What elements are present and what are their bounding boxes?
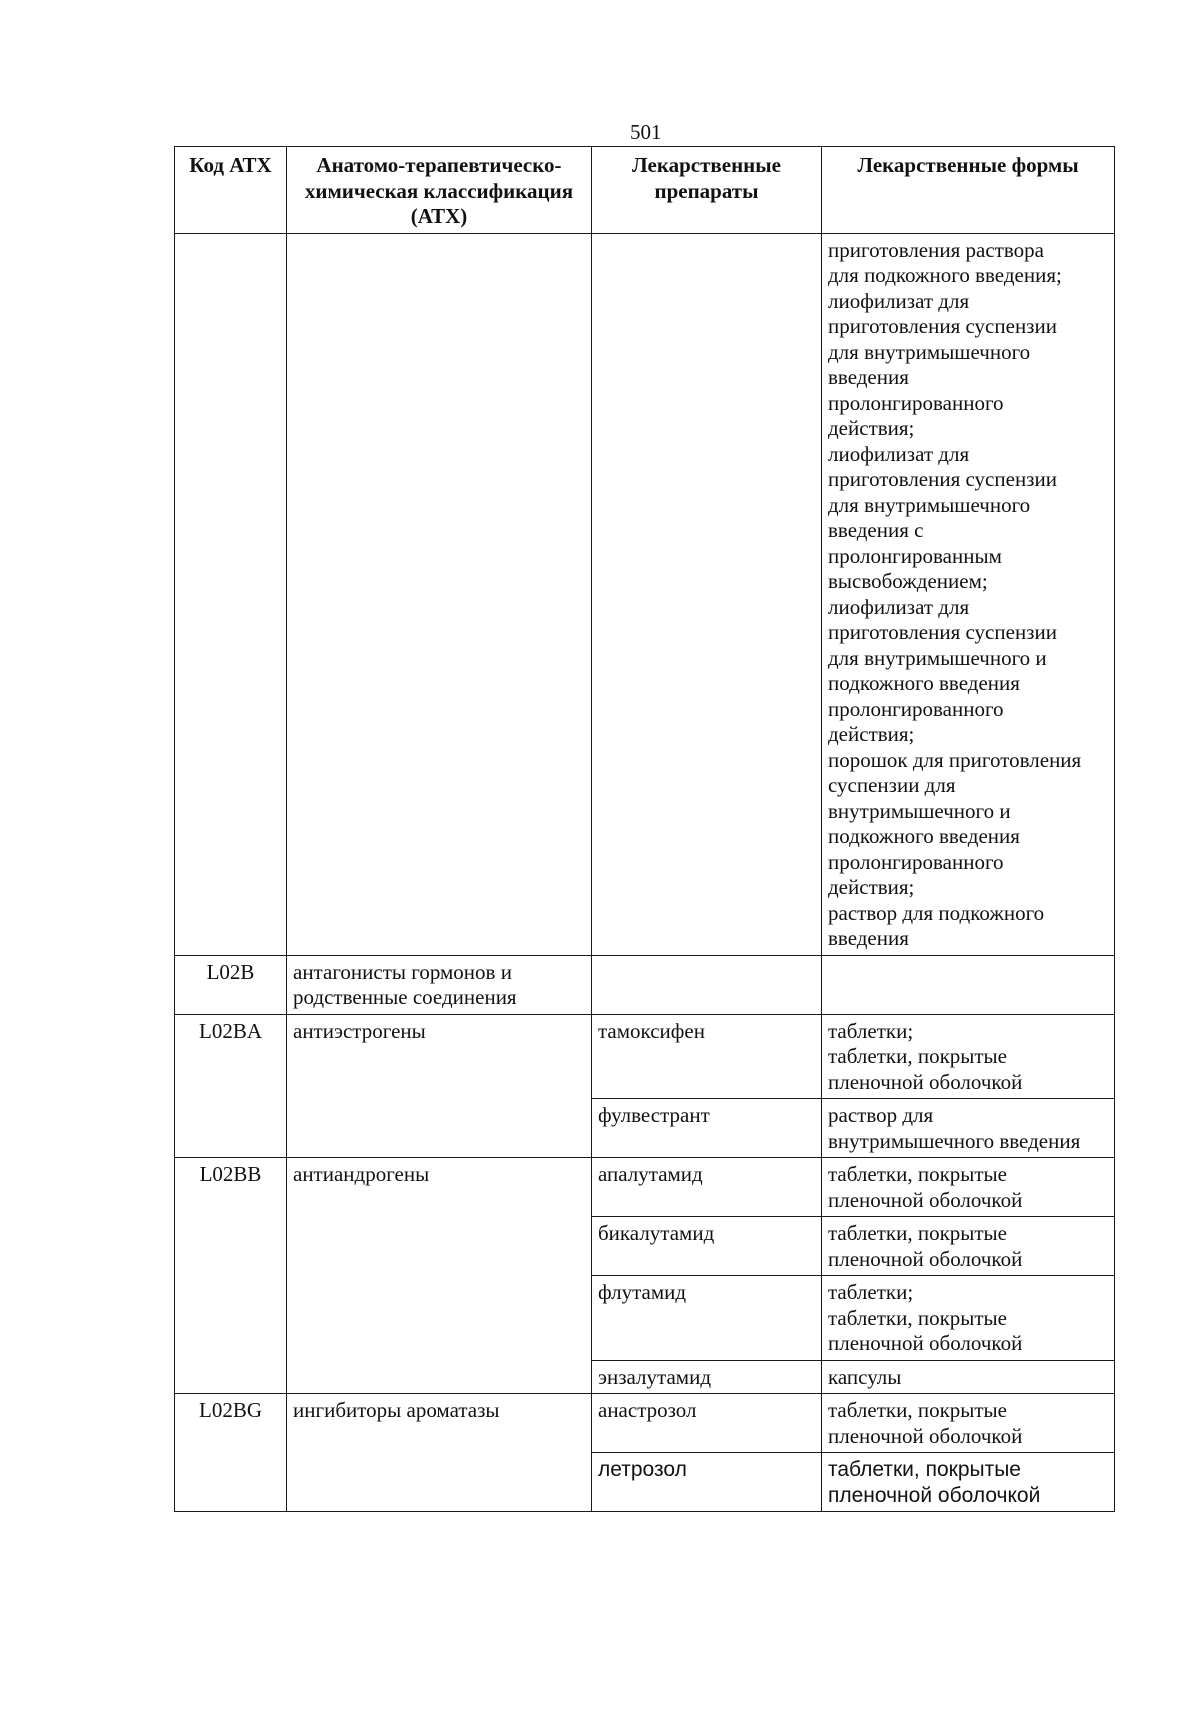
table-header-row	[175, 147, 1115, 234]
page-number: 501	[630, 120, 662, 144]
forms-line: действия;	[828, 722, 915, 746]
cell-forms	[822, 1217, 1115, 1276]
forms-line: внутримышечного и	[828, 798, 1011, 823]
table-row-l02bb	[175, 1158, 1115, 1217]
forms-line: введения	[828, 926, 909, 950]
cell-forms	[822, 1360, 1115, 1394]
header-atx: Анатомо-терапевтическо-химическая классификация (АТХ)	[287, 147, 592, 234]
forms-line: действия;	[828, 416, 915, 440]
cell-drug: бикалутамид	[592, 1217, 822, 1276]
forms-line: пленочной оболочкой	[828, 1246, 1023, 1271]
forms-line: введения	[828, 365, 909, 389]
forms-line: пролонгированного	[828, 849, 1004, 874]
cell-empty	[287, 233, 592, 955]
forms-line: капсулы	[828, 1364, 902, 1389]
forms-line: приготовления суспензии	[828, 467, 1057, 491]
forms-line: таблетки, покрытые	[828, 1221, 1007, 1245]
table-row-l02bg	[175, 1394, 1115, 1453]
table-row-continuation	[175, 233, 1115, 955]
forms-line: внутримышечного введения	[828, 1128, 1081, 1153]
forms-line: пролонгированного	[828, 696, 1004, 721]
forms-line: для подкожного введения;	[828, 263, 1062, 287]
forms-line: приготовления раствора	[828, 237, 1044, 262]
cell-drug: тамоксифен	[592, 1014, 822, 1099]
cell-forms	[822, 1158, 1115, 1217]
atx-table	[174, 146, 1115, 1512]
cell-forms	[822, 1099, 1115, 1158]
forms-line: подкожного введения	[828, 824, 1020, 848]
forms-line: суспензии для	[828, 773, 956, 797]
cell-forms	[822, 1453, 1115, 1512]
cell-code: L02B	[175, 955, 287, 1014]
cell-atx-name: антиандрогены	[287, 1158, 592, 1394]
forms-line: порошок для приготовления	[828, 747, 1082, 772]
cell-atx-name: антагонисты гормонов и родственные соединения	[287, 955, 592, 1014]
forms-line: введения с	[828, 518, 924, 542]
forms-line: раствор для	[828, 1103, 934, 1127]
header-drugs: Лекарственные препараты	[592, 147, 822, 234]
cell-drug: фулвестрант	[592, 1099, 822, 1158]
forms-line: таблетки, покрытые	[828, 1458, 1021, 1481]
forms-line: для внутримышечного	[828, 492, 1031, 517]
table-row-l02b	[175, 955, 1115, 1014]
forms-line: лиофилизат для	[828, 594, 970, 619]
forms-line: пленочной оболочкой	[828, 1187, 1023, 1212]
cell-code: L02BA	[175, 1014, 287, 1158]
cell-forms	[822, 1014, 1115, 1099]
cell-empty	[822, 955, 1115, 1014]
cell-forms	[822, 1276, 1115, 1361]
header-code: Код АТХ	[175, 147, 287, 234]
cell-code: L02BG	[175, 1394, 287, 1512]
cell-atx-name: антиэстрогены	[287, 1014, 592, 1158]
forms-line: раствор для подкожного	[828, 900, 1045, 925]
cell-empty	[592, 955, 822, 1014]
forms-line: пленочной оболочкой	[828, 1331, 1023, 1355]
table-row-l02ba	[175, 1014, 1115, 1099]
cell-drug: флутамид	[592, 1276, 822, 1361]
forms-line: для внутримышечного	[828, 339, 1031, 364]
cell-atx-name: ингибиторы ароматазы	[287, 1394, 592, 1512]
forms-line: лиофилизат для	[828, 441, 970, 466]
header-forms: Лекарственные формы	[822, 147, 1115, 234]
cell-code: L02BB	[175, 1158, 287, 1394]
forms-line: таблетки, покрытые	[828, 1162, 1007, 1186]
forms-line: таблетки;	[828, 1280, 914, 1304]
cell-empty	[175, 233, 287, 955]
forms-line: таблетки, покрытые	[828, 1044, 1007, 1068]
forms-line: приготовления суспензии	[828, 620, 1057, 644]
cell-drug: энзалутамид	[592, 1360, 822, 1394]
forms-line: пролонгированного	[828, 390, 1004, 415]
cell-drug: апалутамид	[592, 1158, 822, 1217]
forms-line: действия;	[828, 875, 915, 899]
cell-forms-continuation	[822, 233, 1115, 955]
forms-line: пленочной оболочкой	[828, 1483, 1041, 1507]
forms-line: высвобождением;	[828, 569, 988, 593]
forms-line: для внутримышечного и	[828, 645, 1047, 670]
cell-forms	[822, 1394, 1115, 1453]
forms-line: пленочной оболочкой	[828, 1069, 1023, 1094]
forms-line: подкожного введения	[828, 671, 1020, 695]
cell-drug: летрозол	[592, 1453, 822, 1512]
cell-drug: анастрозол	[592, 1394, 822, 1453]
forms-line: лиофилизат для	[828, 288, 970, 313]
forms-line: пролонгированным	[828, 543, 1002, 568]
cell-empty	[592, 233, 822, 955]
forms-line: таблетки, покрытые	[828, 1305, 1007, 1330]
forms-line: таблетки;	[828, 1018, 914, 1043]
forms-line: таблетки, покрытые	[828, 1398, 1007, 1422]
forms-line: пленочной оболочкой	[828, 1423, 1023, 1448]
forms-line: приготовления суспензии	[828, 314, 1057, 338]
